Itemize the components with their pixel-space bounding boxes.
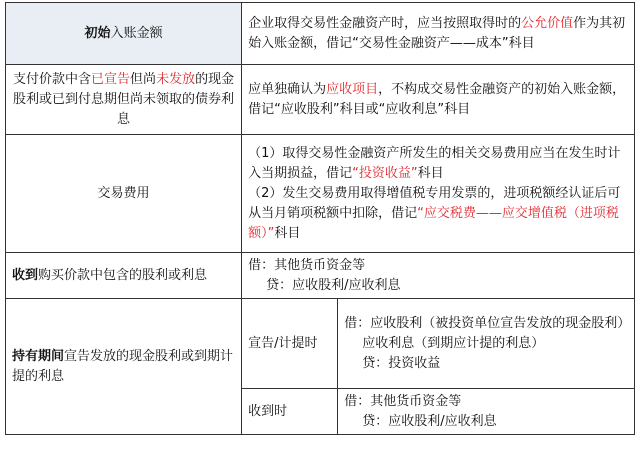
journal-debit: 借：应收股利（被投资单位宣告发放的现金股利）	[344, 315, 631, 331]
journal-credit: 贷：应收股利/应收利息	[266, 277, 401, 293]
journal-credit: 贷：投资收益	[362, 355, 441, 371]
sub-label-declare: 宣告/计提时	[242, 299, 338, 389]
table-row	[6, 65, 635, 135]
content-text: 应单独确认为	[248, 81, 327, 97]
label-text: 入账金额	[110, 25, 163, 41]
highlight-text: 已宣告	[91, 71, 131, 87]
table-row	[6, 253, 635, 299]
journal-debit-2: 应收利息（到期应计提的利息）	[362, 335, 545, 351]
label-text: 支付价款中含	[13, 71, 92, 87]
sub-content-declare	[338, 299, 635, 389]
row-label-holding-period	[6, 299, 242, 435]
row-label-transaction-fee: 交易费用	[6, 135, 242, 253]
journal-credit: 贷：应收股利/应收利息	[362, 413, 497, 429]
label-text: 的现金股利或已到付息期但尚未领取的债券利息	[13, 71, 235, 127]
row-content-initial-amount	[242, 3, 635, 65]
row-content-transaction-fee	[242, 135, 635, 253]
label-text: 但尚	[130, 71, 157, 87]
label-text: 购买价款中包含的股利或利息	[38, 267, 208, 283]
row-content-received	[242, 253, 635, 299]
paragraph-1	[248, 144, 628, 184]
content-text: 企业取得交易性金融资产时，应当按照取得时的	[248, 15, 522, 31]
journal-debit: 借：其他货币资金等	[248, 257, 366, 273]
content-text: （2）发生交易费用取得增值税专用发票的，进项税额经认证后可从当月销项税额中扣除，借记	[248, 185, 621, 221]
label-text: 宣告发放的现金股利或到期计提的利息	[12, 348, 234, 384]
content-text: ，不构成交易性金融资产的初始入账金额，借记“应收股利”科目或“应收利息”科目	[248, 81, 626, 117]
content-text: 科目	[274, 225, 301, 241]
highlight-text: 未发放	[156, 71, 196, 87]
content-text: 科目	[417, 165, 444, 181]
sub-content-received	[338, 389, 635, 435]
table-row	[6, 3, 635, 65]
table-row	[6, 299, 635, 389]
row-label-received	[6, 253, 242, 299]
content-text: 作为其初始入账金额，借记“交易性金融资产——成本”科目	[248, 15, 626, 51]
table-row	[6, 135, 635, 253]
highlight-text: “应交税费——应交增值税（进项税额）”	[248, 205, 619, 241]
sub-label-received: 收到时	[242, 389, 338, 435]
highlight-text: 应收项目	[326, 81, 379, 97]
row-label-initial-amount	[6, 3, 242, 65]
row-content-dividend-included	[242, 65, 635, 135]
highlight-text: “投资收益”	[352, 165, 418, 181]
label-bold: 收到	[12, 267, 39, 283]
label-bold: 初始	[84, 25, 111, 41]
highlight-text: 公允价值	[521, 15, 574, 31]
journal-debit: 借：其他货币资金等	[344, 393, 462, 409]
paragraph-2	[248, 184, 628, 244]
label-bold: 持有期间	[12, 348, 65, 364]
content-text: （1）取得交易性金融资产所发生的相关交易费用应当在发生时计入当期损益，借记	[248, 145, 621, 181]
accounting-table	[5, 2, 635, 435]
row-label-dividend-included	[6, 65, 242, 135]
